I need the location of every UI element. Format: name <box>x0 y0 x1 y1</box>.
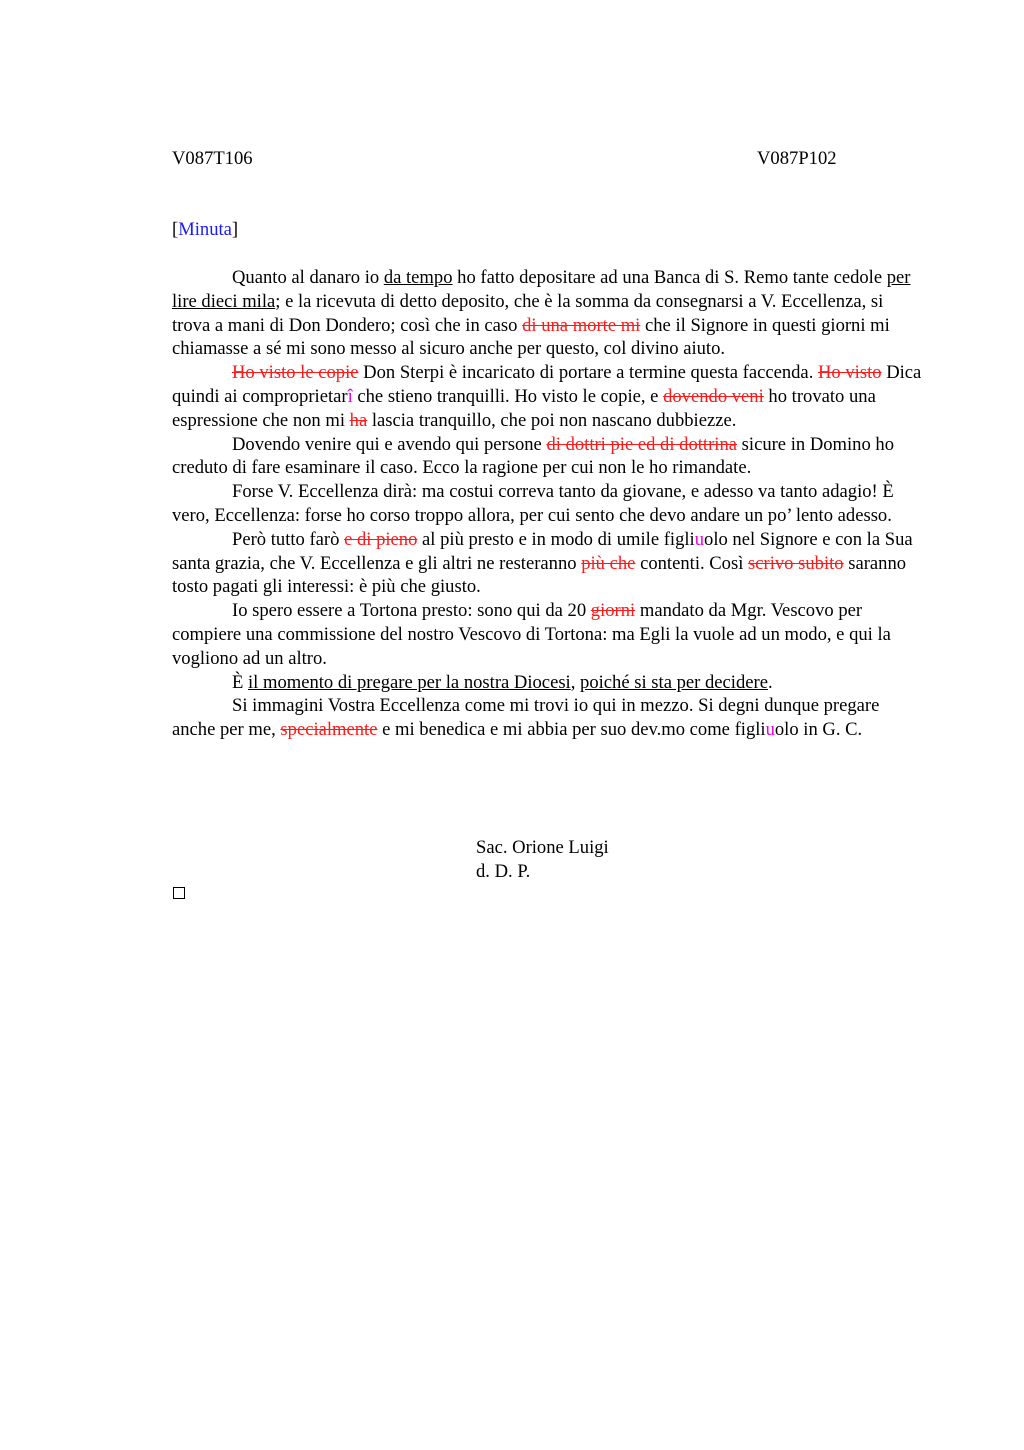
letter-body <box>172 266 924 742</box>
inserted-text: u <box>765 719 775 741</box>
paragraph-1 <box>172 266 924 361</box>
text: Dica quindi ai comproprietar <box>172 362 922 407</box>
text: saranno tosto pagati gli interessi: è più che giusto. <box>172 552 907 598</box>
text: olo nel Signore e con la Sua santa grazia, che V. Eccellenza e gli altri ne resteranno <box>172 528 913 574</box>
document-code-left: V087T106 <box>172 148 253 169</box>
deleted-text: Ho visto <box>818 362 882 384</box>
paragraph-6 <box>172 599 924 670</box>
text: Si immagini Vostra Eccellenza come mi trovi io qui in mezzo. Si degni dunque pregare anche per me, <box>172 695 880 741</box>
text: e mi benedica e mi abbia per suo dev.mo come figli <box>377 719 766 741</box>
deleted-text: più che <box>581 552 636 574</box>
text: olo in G. C. <box>774 719 863 741</box>
text: Don Sterpi è incaricato di portare a termine questa faccenda. <box>358 362 818 384</box>
inserted-text: î <box>347 385 353 407</box>
text: . <box>767 671 773 693</box>
text: mandato da Mgr. Vescovo per compiere una commissione del nostro Vescovo di Tortona: ma Egli la vuole ad un modo, e qui la vogliono ad un altro. <box>172 600 891 669</box>
deleted-text: specialmente <box>280 719 378 741</box>
text: lascia tranquillo, che poi non nascano dubbiezze. <box>367 409 737 431</box>
text: , <box>570 671 581 693</box>
signature-block <box>476 836 609 884</box>
paragraph-3 <box>172 433 924 481</box>
checkbox-square-icon <box>173 887 185 899</box>
deleted-text: scrivo subito <box>748 552 844 574</box>
underlined-text: da tempo <box>383 267 453 288</box>
paragraph-2 <box>172 361 924 432</box>
deleted-text: e di pieno <box>344 528 418 550</box>
minuta-word: Minuta <box>178 219 232 240</box>
paragraph-5 <box>172 528 924 599</box>
signature-name: Sac. Orione Luigi <box>476 837 609 858</box>
text: Quanto al danaro io <box>232 267 384 288</box>
text: che il Signore in questi giorni mi chiamasse a sé mi sono messo al sicuro anche per questo, col divino aiuto. <box>172 314 890 360</box>
deleted-text: giorni <box>590 600 636 622</box>
paragraph-7 <box>172 671 924 695</box>
text: contenti. Così <box>635 552 749 574</box>
inserted-text: u <box>694 528 705 550</box>
text: È <box>232 671 249 693</box>
document-code-right: V087P102 <box>757 148 837 169</box>
minuta-close-bracket: ] <box>231 219 239 240</box>
paragraph-8 <box>172 694 924 742</box>
paragraph-4 <box>172 480 924 528</box>
deleted-text: dovendo veni <box>663 385 764 407</box>
deleted-text: di dottri pie ed di dottrina <box>546 433 738 455</box>
deleted-text: di una morte mi <box>522 314 641 336</box>
underlined-text: per lire dieci mila <box>172 267 911 312</box>
minuta-label <box>172 219 238 241</box>
underlined-text: il momento di pregare per la nostra Diocesi <box>248 671 571 693</box>
deleted-text: Ho visto le copie <box>232 362 359 384</box>
text: al più presto e in modo di umile figli <box>417 528 695 550</box>
deleted-text: ha <box>349 409 368 431</box>
underlined-text: poiché si sta per decidere <box>580 671 768 693</box>
minuta-open-bracket: [ <box>172 219 179 240</box>
text: Forse V. Eccellenza dirà: ma costui correva tanto da giovane, e adesso va tanto adagio! È vero, Eccellenza: forse ho corso troppo allora, per cui sento che devo andare un po’ lento adesso. <box>172 481 894 526</box>
signature-title: d. D. P. <box>476 861 531 882</box>
text: Però tutto farò <box>232 528 345 550</box>
text: che stieno tranquilli. Ho visto le copie, e <box>352 385 664 407</box>
text: ho fatto depositare ad una Banca di S. Remo tante cedole <box>452 267 887 288</box>
text: Io spero essere a Tortona presto: sono qui da 20 <box>232 600 591 622</box>
text: ho trovato una espressione che non mi <box>172 385 876 431</box>
text: Dovendo venire qui e avendo qui persone <box>232 433 547 455</box>
text: ; e la ricevuta di detto deposito, che è la somma da consegnarsi a V. Eccellenza, si trova a mani di Don Dondero; così che in caso <box>172 290 884 336</box>
text: sicure in Domino ho creduto di fare esaminare il caso. Ecco la ragione per cui non le ho rimandate. <box>172 433 895 479</box>
